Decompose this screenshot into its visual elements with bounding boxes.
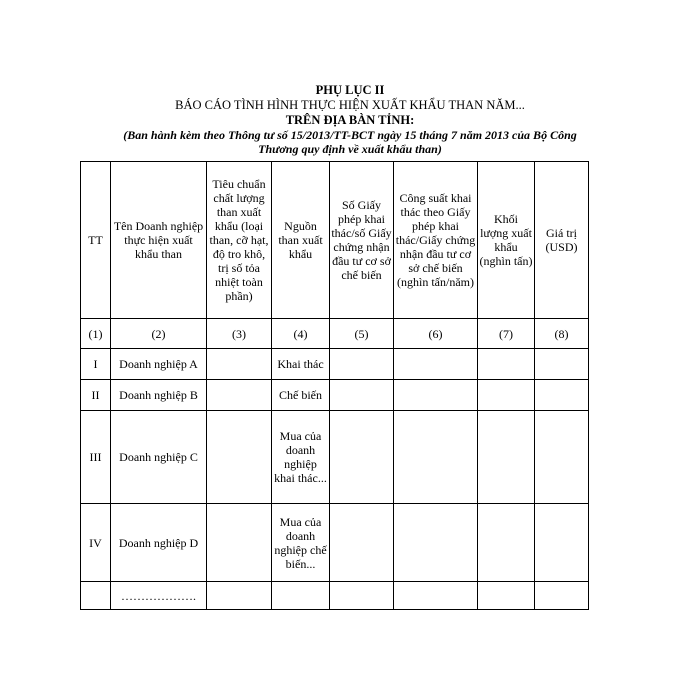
row-volume-cell bbox=[478, 504, 535, 582]
column-header-enterprise-name: Tên Doanh nghiệp thực hiện xuất khẩu than bbox=[111, 162, 207, 319]
table-row bbox=[81, 582, 589, 610]
row-tt: I bbox=[81, 349, 111, 380]
row-coal-source: Chế biến bbox=[272, 380, 330, 411]
row-tt: IV bbox=[81, 504, 111, 582]
row-capacity-cell bbox=[394, 349, 478, 380]
row-quality-cell bbox=[207, 411, 272, 504]
row-volume-cell bbox=[478, 411, 535, 504]
report-title: BÁO CÁO TÌNH HÌNH THỰC HIỆN XUẤT KHẨU THAN NĂM... bbox=[175, 98, 525, 112]
row-volume-cell bbox=[478, 349, 535, 380]
column-number: (6) bbox=[394, 319, 478, 349]
row-tt: II bbox=[81, 380, 111, 411]
column-number: (4) bbox=[272, 319, 330, 349]
coal-export-report-table bbox=[80, 161, 589, 610]
column-header-tt: TT bbox=[81, 162, 111, 319]
column-number: (5) bbox=[330, 319, 394, 349]
row-quality-cell bbox=[207, 380, 272, 411]
row-license-cell bbox=[330, 349, 394, 380]
table-row bbox=[81, 411, 589, 504]
row-value-cell bbox=[535, 582, 589, 610]
row-value-cell bbox=[535, 411, 589, 504]
row-coal-source: Mua của doanh nghiệp chế biến... bbox=[272, 504, 330, 582]
issuance-note-line2: Thương quy định về xuất khẩu than) bbox=[258, 142, 442, 156]
table-header-row bbox=[81, 162, 589, 319]
row-value-cell bbox=[535, 349, 589, 380]
row-enterprise-name: Doanh nghiệp C bbox=[111, 411, 207, 504]
province-line: TRÊN ĐỊA BÀN TỈNH: bbox=[285, 113, 415, 127]
row-quality-cell bbox=[207, 504, 272, 582]
row-enterprise-name: ………………. bbox=[111, 582, 207, 610]
row-coal-source: Mua của doanh nghiệp khai thác... bbox=[272, 411, 330, 504]
row-coal-source: Khai thác bbox=[272, 349, 330, 380]
row-enterprise-name: Doanh nghiệp D bbox=[111, 504, 207, 582]
document-header bbox=[80, 83, 620, 156]
column-header-quality-standard: Tiêu chuẩn chất lượng than xuất khẩu (loại than, cỡ hạt, độ tro khô, trị số tỏa nhiệt toàn phần) bbox=[207, 162, 272, 319]
column-number: (8) bbox=[535, 319, 589, 349]
column-number: (7) bbox=[478, 319, 535, 349]
row-license-cell bbox=[330, 504, 394, 582]
column-header-value-usd: Giá trị (USD) bbox=[535, 162, 589, 319]
row-value-cell bbox=[535, 380, 589, 411]
row-volume-cell bbox=[478, 582, 535, 610]
column-header-capacity: Công suất khai thác theo Giấy phép khai thác/Giấy chứng nhận đầu tư cơ sở chế biến (nghìn tấn/năm) bbox=[394, 162, 478, 319]
row-enterprise-name: Doanh nghiệp A bbox=[111, 349, 207, 380]
row-value-cell bbox=[535, 504, 589, 582]
column-number: (1) bbox=[81, 319, 111, 349]
appendix-title: PHỤ LỤC II bbox=[315, 83, 385, 97]
column-number: (2) bbox=[111, 319, 207, 349]
table-row bbox=[81, 504, 589, 582]
row-enterprise-name: Doanh nghiệp B bbox=[111, 380, 207, 411]
row-license-cell bbox=[330, 582, 394, 610]
row-capacity-cell bbox=[394, 504, 478, 582]
column-header-coal-source: Nguồn than xuất khẩu bbox=[272, 162, 330, 319]
row-tt bbox=[81, 582, 111, 610]
issuance-note-line1: (Ban hành kèm theo Thông tư số 15/2013/TT-BCT ngày 15 tháng 7 năm 2013 của Bộ Công bbox=[123, 128, 577, 142]
row-capacity-cell bbox=[394, 411, 478, 504]
row-license-cell bbox=[330, 411, 394, 504]
row-coal-source bbox=[272, 582, 330, 610]
row-license-cell bbox=[330, 380, 394, 411]
row-quality-cell bbox=[207, 349, 272, 380]
row-tt: III bbox=[81, 411, 111, 504]
table-row bbox=[81, 380, 589, 411]
row-volume-cell bbox=[478, 380, 535, 411]
column-header-license-number: Số Giấy phép khai thác/số Giấy chứng nhận đầu tư cơ sở chế biến bbox=[330, 162, 394, 319]
column-number: (3) bbox=[207, 319, 272, 349]
row-capacity-cell bbox=[394, 380, 478, 411]
column-header-export-volume: Khối lượng xuất khẩu (nghìn tấn) bbox=[478, 162, 535, 319]
row-quality-cell bbox=[207, 582, 272, 610]
column-number-row bbox=[81, 319, 589, 349]
table-row bbox=[81, 349, 589, 380]
row-capacity-cell bbox=[394, 582, 478, 610]
